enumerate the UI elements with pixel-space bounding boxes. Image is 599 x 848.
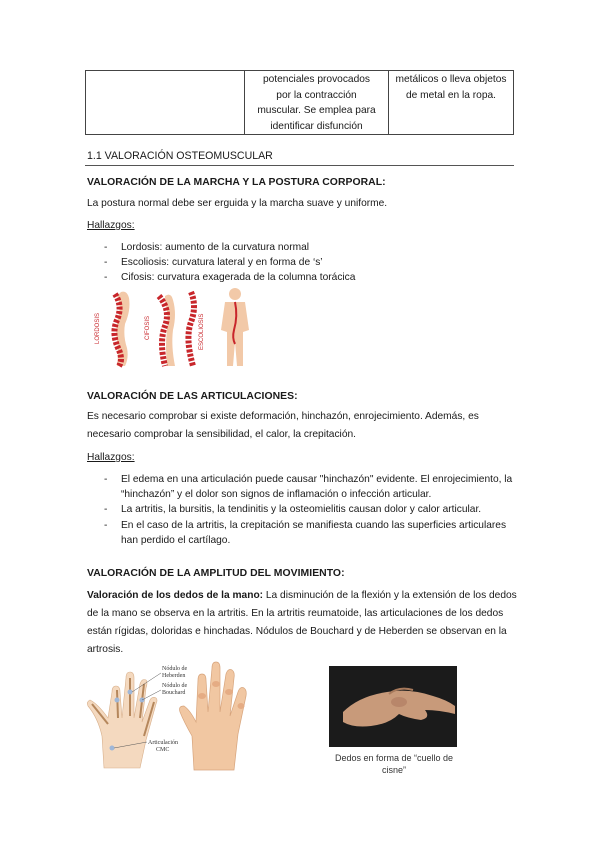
findings-label: Hallazgos: [87, 452, 135, 463]
table-text-line: metálicos o lleva objetos [395, 74, 507, 85]
figure-label: CIFOSIS [145, 315, 151, 340]
findings-list-marcha [104, 240, 514, 286]
table-text-line: de metal en la ropa. [405, 89, 497, 101]
hand-label: CMC [156, 747, 170, 753]
section-divider [85, 165, 514, 166]
continuation-table [85, 70, 514, 135]
spine-curvatures-figure [87, 286, 257, 368]
list-item: - Cifosis: curvatura exagerada de la columna torácica [104, 270, 514, 285]
list-item: - Escoliosis: curvatura lateral y en forma de ‘s’ [104, 255, 514, 270]
figure-label: LORDOSIS [95, 312, 101, 344]
heading-amplitud: VALORACIÓN DE LA AMPLITUD DEL MOVIMIENTO: [87, 568, 345, 579]
findings-list-articulaciones [104, 472, 514, 548]
paragraph-marcha: La postura normal debe ser erguida y la marcha suave y uniforme. [87, 198, 388, 209]
list-item: - En el caso de la artritis, la crepitación se manifiesta cuando las superficies articulares han perdido el cartílago. [104, 518, 514, 548]
table-cell-notes [389, 71, 514, 135]
table-cell-empty [86, 71, 245, 135]
table-text-line: por la contracción [276, 89, 357, 101]
hand-label: Nódulo de [162, 683, 188, 689]
hand-joints-illustration [84, 656, 259, 774]
paragraph-body: La disminución de la flexión y la extensión de los dedos de la mano se observa en la artritis. En la artritis reumatoide, las articulaciones de los dedos están rígidas, doloridas e hinchadas. Nódulos de Bouchard y de Heberden se observan en la artrosis. [87, 590, 517, 655]
table-text-line: potenciales provocados [262, 74, 371, 85]
list-item: - Lordosis: aumento de la curvatura normal [104, 240, 514, 255]
figure-label: ESCOLIOSIS [199, 313, 205, 350]
hand-label: Bouchard [162, 690, 186, 696]
hand-label: Heberden [162, 673, 186, 679]
section-title: 1.1 VALORACIÓN OSTEOMUSCULAR [87, 150, 273, 162]
table-text-line: identificar disfunción [270, 120, 363, 132]
heading-articulaciones: VALORACIÓN DE LAS ARTICULACIONES: [87, 391, 298, 402]
list-item: - La artritis, la bursitis, la tendinitis y la osteomielitis causan dolor y calor articular. [104, 502, 514, 517]
photo-caption: Dedos en forma de “cuello de cisne” [334, 753, 454, 775]
heading-marcha: VALORACIÓN DE LA MARCHA Y LA POSTURA CORPORAL: [87, 177, 386, 188]
paragraph-lead: Valoración de los dedos de la mano: [87, 590, 264, 601]
hand-label: Articulación [148, 740, 178, 746]
paragraph-amplitud [87, 587, 517, 659]
findings-label: Hallazgos: [87, 220, 135, 231]
paragraph-articulaciones: Es necesario comprobar si existe deformación, hinchazón, enrojecimiento. Además, es necesario comprobar la sensibilidad, el calor, la crepitación. [87, 411, 479, 440]
swan-neck-fingers-photo [329, 666, 457, 747]
list-item: - El edema en una articulación puede causar "hinchazón" evidente. El enrojecimiento, la “hinchazón” y el dolor son signos de inflamación o infección articular. [104, 472, 514, 502]
table-text-line: muscular. Se emplea para [257, 105, 376, 116]
hand-label: Nódulo de [162, 666, 188, 672]
table-cell-description [245, 71, 389, 135]
